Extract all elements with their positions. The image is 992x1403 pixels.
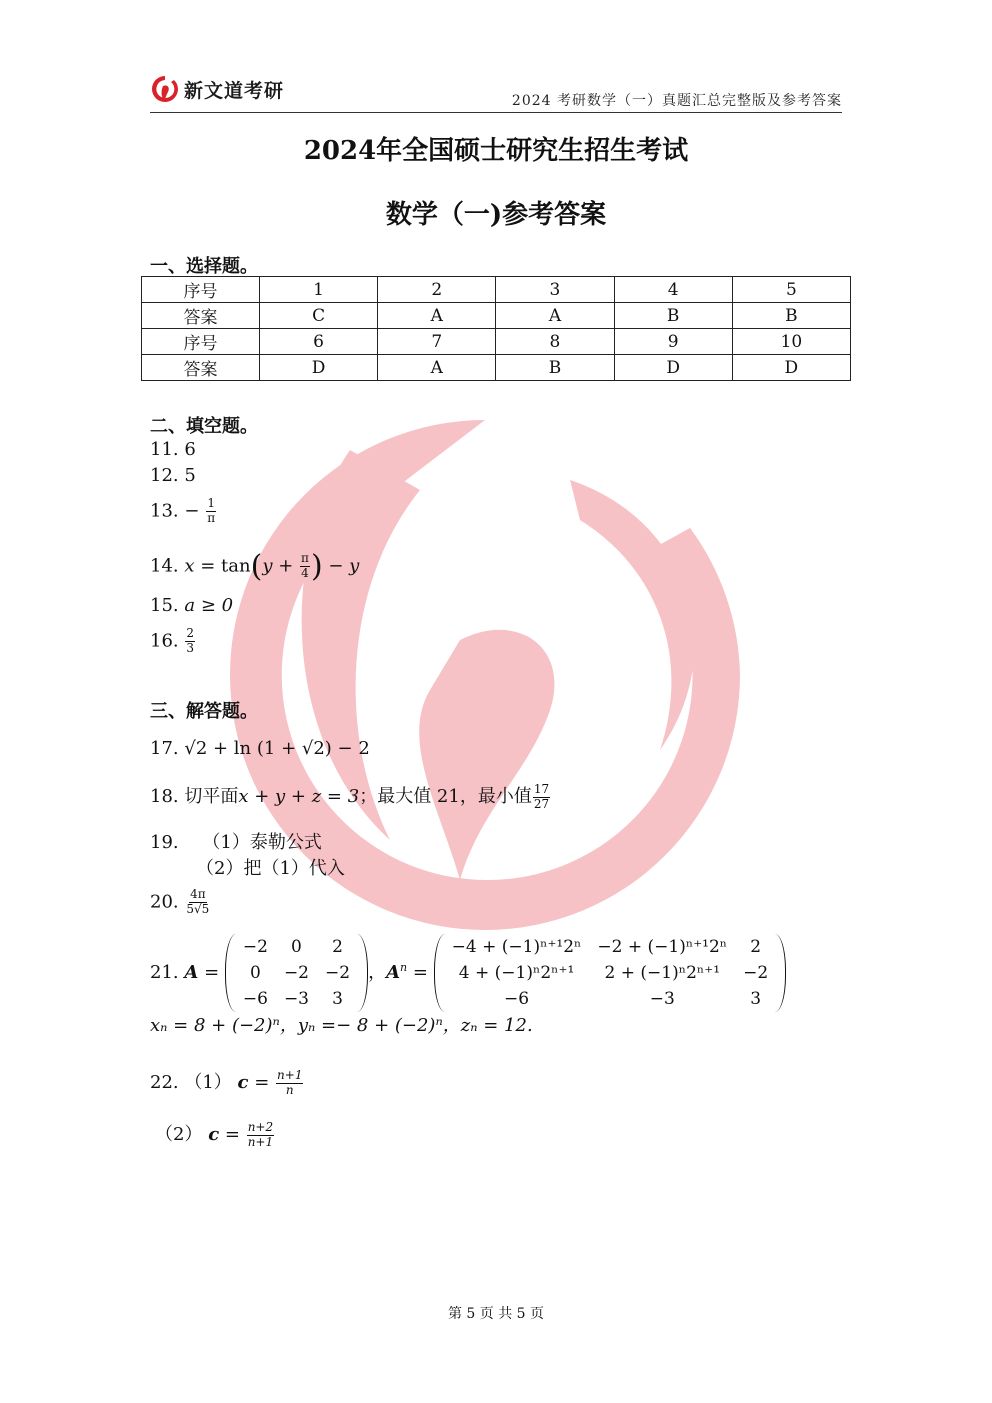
page-subtitle: 数学（一)参考答案: [385, 200, 607, 230]
table-cell: 4: [614, 277, 732, 303]
section-heading-choice: 一、选择题。: [150, 256, 258, 277]
matrix-name: A: [184, 962, 199, 983]
row-label: 序号: [142, 329, 260, 355]
page-footer: 第 5 页 共 5 页: [447, 1306, 545, 1322]
row-label: 答案: [142, 303, 260, 329]
denominator: 27: [533, 796, 550, 811]
denominator: 4: [301, 566, 309, 580]
matrix-cell: −2: [242, 937, 268, 957]
fraction: [276, 1069, 303, 1098]
numerator: n+2: [247, 1119, 274, 1134]
math-var: y: [262, 555, 273, 577]
logo-icon: [150, 74, 180, 104]
table-cell: D: [732, 355, 850, 381]
denominator: 5√5: [186, 901, 210, 916]
math-op: = tan: [194, 555, 251, 577]
table-row: [142, 277, 851, 303]
page-title: 2024年全国硕士研究生招生考试: [303, 136, 689, 166]
right-paren: ): [310, 549, 323, 584]
denominator: n+1: [247, 1134, 274, 1149]
math-tail: − y: [322, 555, 360, 577]
matrix-name: A: [386, 962, 401, 983]
answer-21-sequences: xₙ = 8 + (−2)ⁿ，yₙ =− 8 + (−2)ⁿ，zₙ = 12.: [150, 1015, 533, 1036]
header-divider: [150, 112, 842, 113]
fraction: [185, 888, 210, 917]
table-row: [142, 355, 851, 381]
matrix-cell: −6: [504, 989, 530, 1009]
matrix-a-power: [434, 934, 787, 1012]
matrix-cell: −4 + (−1)ⁿ⁺¹2ⁿ: [451, 937, 582, 957]
matrix-cell: 3: [750, 989, 762, 1009]
matrix-cell: −3: [283, 989, 309, 1009]
math-expr: x + y + z = 3: [238, 786, 360, 807]
matrix-cell: −2: [325, 963, 351, 983]
math-var: x: [184, 555, 195, 577]
fraction: [300, 552, 310, 581]
matrix-cell: 4 + (−1)ⁿ2ⁿ⁺¹: [458, 963, 575, 983]
matrix-cell: 0: [291, 937, 302, 957]
matrix-a: [225, 934, 368, 1012]
table-cell: 9: [614, 329, 732, 355]
matrix-cell: −6: [242, 989, 268, 1009]
answer-table: [141, 276, 851, 381]
matrix-cell: 0: [249, 963, 261, 983]
denominator: π: [207, 510, 216, 525]
denominator: n: [285, 1082, 294, 1097]
row-label: 答案: [142, 355, 260, 381]
matrix-cell: −3: [649, 989, 675, 1009]
answer-label: 21.: [150, 962, 179, 983]
numerator: 4π: [190, 887, 206, 901]
header-doc-title: 2024 考研数学（一）真题汇总完整版及参考答案: [511, 93, 842, 109]
answer-11: 11. 6: [150, 439, 196, 460]
table-cell: A: [496, 303, 614, 329]
answer-label: 18. 切平面: [150, 786, 239, 807]
left-paren: (: [250, 549, 263, 584]
left-bracket: [225, 934, 236, 1012]
matrix-cell: 2 + (−1)ⁿ2ⁿ⁺¹: [604, 963, 721, 983]
answer-15: [150, 595, 233, 616]
table-cell: 8: [496, 329, 614, 355]
answer-label: 20.: [150, 891, 179, 913]
answer-label: 22. （1）: [150, 1072, 232, 1093]
fraction: [247, 1121, 274, 1150]
answer-22-part-2: （2） c = $\frac{n+2}{n+1}$: [155, 1119, 274, 1149]
right-bracket: [775, 934, 786, 1012]
answer-label: 16.: [150, 630, 179, 652]
left-bracket: [434, 934, 445, 1012]
matrix-cell: −2 + (−1)ⁿ⁺¹2ⁿ: [597, 937, 728, 957]
matrix-cell: −2: [743, 963, 769, 983]
table-cell: B: [614, 303, 732, 329]
numerator: 2: [186, 626, 195, 640]
table-cell: 1: [260, 277, 378, 303]
answer-label: 14.: [150, 555, 179, 577]
table-cell: 3: [496, 277, 614, 303]
answer-16: [150, 627, 196, 656]
math-op: +: [272, 555, 300, 577]
answer-13: [150, 497, 217, 526]
table-cell: B: [496, 355, 614, 381]
answer-part-1: （1）泰勒公式: [202, 832, 322, 853]
answer-12: 12. 5: [150, 465, 196, 486]
answer-14: [150, 549, 359, 584]
math-var: c: [208, 1124, 220, 1145]
table-row: [142, 303, 851, 329]
answer-19: [150, 828, 322, 854]
table-cell: 10: [732, 329, 850, 355]
matrix-cell: 2: [332, 937, 343, 957]
answer-text: ；最大值 21，最小值: [359, 786, 532, 807]
matrix-cell: 2: [750, 937, 762, 957]
math-expr: a ≥ 0: [184, 595, 234, 616]
table-cell: A: [378, 303, 496, 329]
table-cell: 7: [378, 329, 496, 355]
answer-21: 21. A = −2 0 2 0 −2 −2 −6 −3 3 ，$A^n$ = −4 + (−1)ⁿ⁺¹2ⁿ −2 + (−1)ⁿ⁺¹2ⁿ 2 4 + (−1)ⁿ2ⁿ⁺¹ 2 + (−1)ⁿ2ⁿ⁺¹ −2 −6 −3 3: [150, 934, 786, 1012]
matrix-cell: 3: [332, 989, 343, 1009]
numerator: n+1: [277, 1067, 303, 1082]
matrix-power: n: [400, 961, 408, 974]
answer-label: 13.: [150, 500, 179, 522]
table-cell: B: [732, 303, 850, 329]
numerator: π: [301, 551, 309, 566]
table-row: [142, 329, 851, 355]
numerator: 1: [207, 496, 215, 510]
table-cell: 2: [378, 277, 496, 303]
table-cell: A: [378, 355, 496, 381]
right-bracket: [357, 934, 368, 1012]
section-heading-fill: 二、填空题。: [150, 416, 258, 437]
table-cell: C: [260, 303, 378, 329]
denominator: 3: [186, 640, 195, 655]
fraction: [533, 783, 550, 812]
table-cell: 5: [732, 277, 850, 303]
numerator: 17: [533, 781, 550, 796]
answer-18: [150, 782, 551, 811]
table-cell: D: [260, 355, 378, 381]
logo-text: 新文道考研: [184, 80, 285, 102]
answer-19-part-2: （2）把（1）代入: [196, 858, 345, 879]
answer-label: 19.: [150, 832, 179, 853]
matrix-cell: −2: [283, 963, 309, 983]
row-label: 序号: [142, 277, 260, 303]
table-cell: D: [614, 355, 732, 381]
math-var: c: [237, 1072, 249, 1093]
answer-label: （2）: [155, 1124, 203, 1145]
answer-22-part-1: 22. （1） c = $\frac{n+1}{n}$: [150, 1067, 303, 1097]
math-sign: −: [184, 500, 200, 522]
section-heading-solve: 三、解答题。: [150, 701, 258, 722]
table-cell: 6: [260, 329, 378, 355]
answer-label: 15.: [150, 595, 179, 616]
answer-17: 17. √2 + ln (1 + √2) − 2: [150, 738, 370, 759]
fraction: [185, 627, 195, 656]
fraction: [206, 497, 216, 526]
answer-20: [150, 888, 211, 917]
